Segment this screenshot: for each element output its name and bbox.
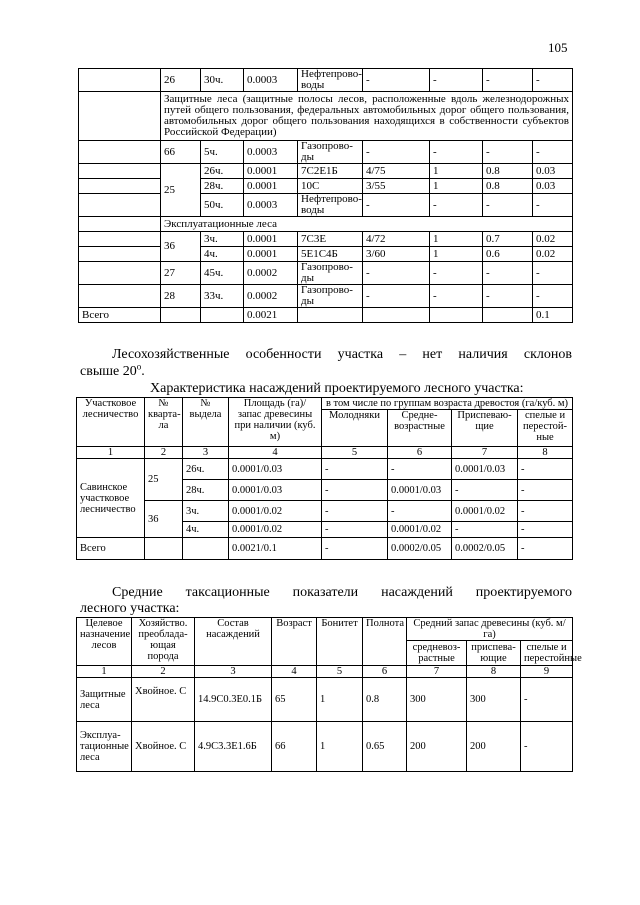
purpose-cell: 5Е1С4Б [298,247,363,262]
table-row [79,262,573,285]
header-row [77,398,573,410]
composition-cell: 14.9С0.3Е0.1Б [195,678,272,722]
cell: - [322,538,388,560]
vydel-cell: 3ч. [201,232,244,247]
col-num: 2 [145,447,183,459]
cell: - [363,285,430,308]
cell: - [430,194,483,217]
header-age: Возраст [272,618,317,666]
cell: 4/75 [363,164,430,179]
header-stock: Средний запас древесины (куб. м/га) [407,618,573,641]
purpose-cell: Газопрово- ды [298,285,363,308]
area-cell: 0.0001 [244,164,298,179]
header-forestry: Участковое лесничество [77,398,145,447]
cell: - [388,501,452,522]
col-num: 4 [272,666,317,678]
col-num: 8 [518,447,573,459]
header-ripening: приспева-ющие [467,641,521,666]
cell: 3/60 [363,247,430,262]
area-cell: 0.0001/0.03 [229,459,322,480]
purpose-cell: 7С2Е1Б [298,164,363,179]
column-numbers-row [77,666,573,678]
cell: - [533,141,573,164]
cell: - [533,262,573,285]
cell: - [483,141,533,164]
header-row [77,618,573,641]
cell: - [518,459,573,480]
slopes-text: свыше 20 [80,364,137,379]
col-num: 2 [132,666,195,678]
area-cell: 0.0001 [244,232,298,247]
kvartal-cell: 26 [161,69,201,92]
total-area: 0.0021/0.1 [229,538,322,560]
cell: 4/72 [363,232,430,247]
cell: 1 [430,247,483,262]
cell: - [483,285,533,308]
cell: 0.0002/0.05 [388,538,452,560]
cell: 1 [430,232,483,247]
header-ripe: спелые и перестой-ные [518,410,573,447]
cell: 0.03 [533,179,573,194]
cell: 3/55 [363,179,430,194]
header-vydel: № выдела [183,398,229,447]
vydel-cell: 28ч. [183,480,229,501]
col-num: 9 [521,666,573,678]
cell: - [430,141,483,164]
vydel-cell: 4ч. [183,522,229,538]
cell: - [430,69,483,92]
cell: 0.02 [533,247,573,262]
composition-cell: 4.9С3.3Е1.6Б [195,722,272,772]
paragraph-slopes-end [80,361,145,380]
stand-characteristics-table [76,397,573,560]
kvartal-cell: 66 [161,141,201,164]
area-cell: 0.0001/0.02 [229,522,322,538]
col-num: 6 [388,447,452,459]
cell: 0.6 [483,247,533,262]
cell: 300 [467,678,521,722]
kvartal-cell: 25 [145,459,183,501]
header-age-groups: в том числе по группам возраста древостоя (га/куб. м) [322,398,573,410]
vydel-cell: 4ч. [201,247,244,262]
cell: - [322,480,388,501]
cell: - [483,262,533,285]
cell: - [430,262,483,285]
section-row [79,92,573,141]
total-label: Всего [79,308,161,323]
col-num: 8 [467,666,521,678]
header-purpose: Целевое назначение лесов [77,618,132,666]
cell: - [533,69,573,92]
table-row [77,678,573,722]
purpose-cell: Нефтепрово- воды [298,69,363,92]
table-row [77,459,573,480]
cell: 200 [407,722,467,772]
table-row [77,722,573,772]
vydel-cell: 26ч. [183,459,229,480]
col-num: 3 [183,447,229,459]
cell: - [322,501,388,522]
cell: - [483,69,533,92]
vydel-cell: 30ч. [201,69,244,92]
total-row [79,308,573,323]
total-label: Всего [77,538,145,560]
section-exploitation-forests: Эксплуатационные леса [161,217,573,232]
bonitet-cell: 1 [317,722,363,772]
purpose-cell: Эксплуа-тационные леса [77,722,132,772]
purpose-cell: Газопрово- ды [298,262,363,285]
table-row [79,232,573,247]
cell: - [521,722,573,772]
col-num: 1 [77,666,132,678]
purpose-cell: 7С3Е [298,232,363,247]
cell: 0.8 [483,179,533,194]
header-kvartal: № кварта-ла [145,398,183,447]
area-cell: 0.0003 [244,69,298,92]
header-bonitet: Бонитет [317,618,363,666]
cell: 0.03 [533,164,573,179]
col-num: 7 [452,447,518,459]
col-num: 5 [317,666,363,678]
kvartal-cell: 28 [161,285,201,308]
paragraph-slopes: Лесохозяйственные особенности участка – нет наличия склонов [112,347,572,362]
cell: 200 [467,722,521,772]
purpose-cell: 10С [298,179,363,194]
area-cell: 0.0003 [244,194,298,217]
area-cell: 0.0002 [244,262,298,285]
cell: - [521,678,573,722]
total-value: 0.1 [533,308,573,323]
cell: - [430,285,483,308]
density-cell: 0.65 [363,722,407,772]
cell: - [533,285,573,308]
header-area: Площадь (га)/запас древесины при наличии (куб. м) [229,398,322,447]
cell: 0.0001/0.03 [388,480,452,501]
header-composition: Состав насаждений [195,618,272,666]
cell: 0.7 [483,232,533,247]
density-cell: 0.8 [363,678,407,722]
table-row [79,69,573,92]
cell: 300 [407,678,467,722]
table-row [79,194,573,217]
kvartal-cell: 36 [161,232,201,262]
cell: - [518,538,573,560]
header-ripe: спелые и перестойные [521,641,573,666]
vydel-cell: 28ч. [201,179,244,194]
cell: 0.0002/0.05 [452,538,518,560]
vydel-cell: 33ч. [201,285,244,308]
slopes-end: . [141,364,145,379]
vydel-cell: 50ч. [201,194,244,217]
cell: 1 [430,164,483,179]
total-row [77,538,573,560]
table-row [77,501,573,522]
cell: - [363,262,430,285]
cell: - [452,480,518,501]
purpose-cell: Защитные леса [77,678,132,722]
table-row [79,141,573,164]
header-middle-aged: Средне-возрастные [388,410,452,447]
table-row [79,179,573,194]
cell: 0.0001/0.03 [452,459,518,480]
area-cell: 0.0001 [244,247,298,262]
vydel-cell: 26ч. [201,164,244,179]
cell: 0.8 [483,164,533,179]
page-number: 105 [548,40,568,55]
bonitet-cell: 1 [317,678,363,722]
col-num: 7 [407,666,467,678]
header-ripening: Приспеваю-щие [452,410,518,447]
purpose-cell: Газопрово- ды [298,141,363,164]
age-cell: 65 [272,678,317,722]
area-cell: 0.0001/0.02 [229,501,322,522]
cell: - [452,522,518,538]
table-row [79,247,573,262]
column-numbers-row [77,447,573,459]
cell: 0.02 [533,232,573,247]
paragraph-taxation: Средние таксационные показатели насаждений проектируемого [112,585,572,600]
cell: - [363,141,430,164]
heading-stand-characteristics: Характеристика насаждений проектируемого лесного участка: [150,381,524,396]
area-cell: 0.0001 [244,179,298,194]
col-num: 3 [195,666,272,678]
total-area: 0.0021 [244,308,298,323]
cell: - [533,194,573,217]
header-young: Молодняки [322,410,388,447]
taxation-indicators-table [76,617,582,772]
allotment-table [78,68,573,323]
cell: 0.0001/0.02 [388,522,452,538]
cell: - [483,194,533,217]
species-cell: Хвойное. С [132,678,195,722]
area-cell: 0.0001/0.03 [229,480,322,501]
purpose-cell: Нефтепрово- воды [298,194,363,217]
age-cell: 66 [272,722,317,772]
cell: - [363,194,430,217]
header-species: Хозяйство. преоблада-ющая порода [132,618,195,666]
cell: - [518,480,573,501]
cell: - [388,459,452,480]
species-cell: Хвойное. С [132,722,195,772]
cell: - [363,69,430,92]
cell: - [518,522,573,538]
vydel-cell: 45ч. [201,262,244,285]
section-protective-forests: Защитные леса (защитные полосы лесов, расположенные вдоль железнодорожных путей общего пользования, федеральных автомобильных дорог общего пользования, автомобильных дорог общего пользования находящихся в собственности субъектов Российской Федерации) [161,92,573,141]
col-num: 5 [322,447,388,459]
kvartal-cell: 25 [161,164,201,217]
kvartal-cell: 36 [145,501,183,538]
area-cell: 0.0003 [244,141,298,164]
vydel-cell: 5ч. [201,141,244,164]
header-middle-aged: средневоз-растные [407,641,467,666]
table-row [79,164,573,179]
kvartal-cell: 27 [161,262,201,285]
cell: - [518,501,573,522]
table-row [79,285,573,308]
paragraph-taxation-end: лесного участка: [80,601,180,616]
vydel-cell: 3ч. [183,501,229,522]
header-density: Полнота [363,618,407,666]
section-row [79,217,573,232]
cell: - [322,522,388,538]
col-num: 1 [77,447,145,459]
cell: - [322,459,388,480]
forestry-cell: Савинское участковое лесничество [77,459,145,538]
cell: 1 [430,179,483,194]
area-cell: 0.0002 [244,285,298,308]
cell: 0.0001/0.02 [452,501,518,522]
col-num: 4 [229,447,322,459]
degree-sup: о [136,361,142,372]
col-num: 6 [363,666,407,678]
